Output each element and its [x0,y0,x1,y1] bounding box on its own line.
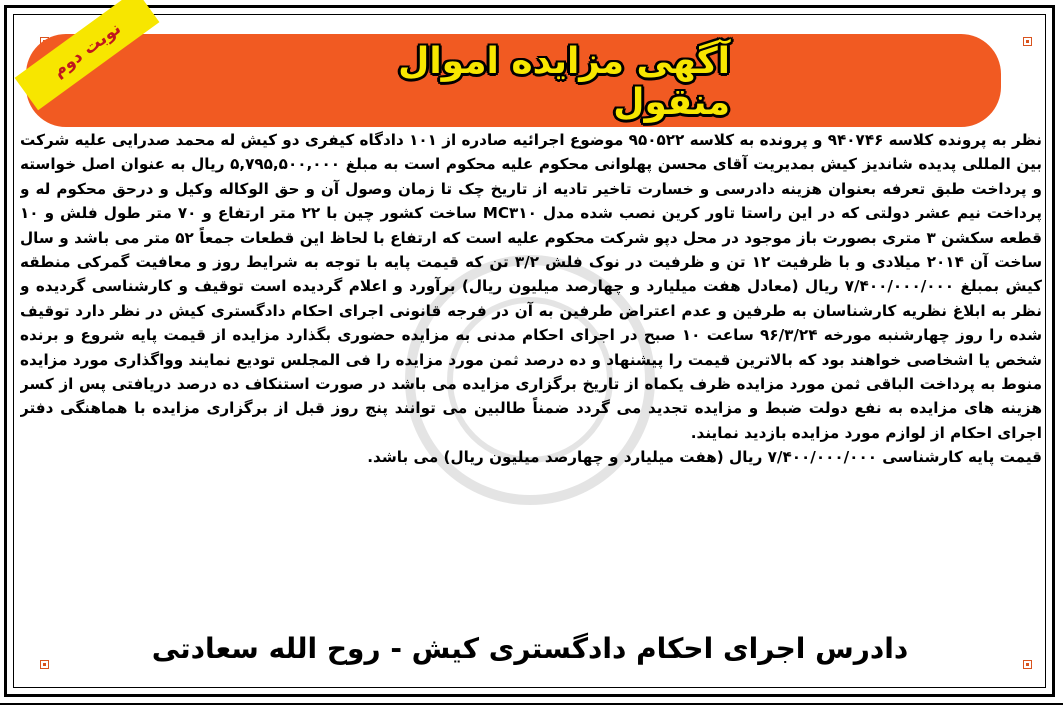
notice-paragraph-main: نظر به پرونده کلاسه ۹۴۰۷۴۶ و پرونده به کلاسه ۹۵۰۵۲۲ موضوع اجرائیه صادره از ۱۰۱ دادگاه کیفری دو کیش له محمد صدرایی علیه شرکت بین المللی پدیده شاندیز کیش بمدیریت آقای محسن پهلوانی محکوم علیه محکوم است به مبلغ ۵,۷۹۵,۵۰۰,۰۰۰ ریال به عنوان اصل خواسته و پرداخت طبق تعرفه بعنوان هزینه دادرسی و خسارت تاخیر تادیه از تاریخ چک تا زمان وصول آن و حق الوکاله وکیل و درحق محکوم له و پرداخت نیم عشر دولتی که در این راستا تاور کرین نصب شده مدل MC۳۱۰ ساخت کشور چین با ۲۲ متر ارتفاع و ۷۰ متر طول فلش و ۱۰ قطعه سکشن ۳ متری بصورت باز موجود در محل دپو شرکت محکوم علیه است که ارتفاع با لحاظ این قطعات جمعاً ۵۲ متر می باشد و سال ساخت آن ۲۰۱۴ میلادی و با ظرفیت ۱۲ تن و ظرفیت در نوک فلش ۳/۲ تن که قیمت پایه با توجه به شرایط روز و معافیت گمرکی منطقه کیش بمبلغ ۷/۴۰۰/۰۰۰/۰۰۰ ریال (معادل هفت میلیارد و چهارصد میلیون ریال) برآورد و اعلام گردیده است توقیف و کارشناسی گردیده و نظر به ابلاغ نظریه کارشناسان به طرفین و عدم اعتراض طرفین به آن در فرجه قانونی اجرای احکام دادگستری کیش در نظر دارد توقیف شده را روز چهارشنبه مورخه ۹۶/۳/۲۴ ساعت ۱۰ صبح در اجرای احکام مدنی به مزایده حضوری بگذارد مزایده از قیمت پایه شروع و برنده شخص یا اشخاصی خواهند بود که بالاترین قیمت را پیشنهاد و ده درصد ثمن مورد مزایده را فی المجلس تودیع نمایند وواگذاری مورد مزایده منوط به پرداخت الباقی ثمن مورد مزایده ظرف یکماه از تاریخ برگزاری مزایده می باشد در صورت استنکاف ده درصد دریافتی پس از کسر هزینه های مزایده به نفع دولت ضبط و مزایده تجدید می گردد ضمناً طالبین می توانند پنج روز قبل از برگزاری مزایده با هماهنگی دفتر اجرای احکام از لوازم مورد مزایده بازدید نمایند. [20,131,1042,442]
page-title: آگهی مزایده اموال منقول [398,41,730,123]
round-badge-label: نوبت دوم [49,18,125,82]
notice-body [20,128,1042,620]
corner-ornament-bottom-right [1023,660,1032,669]
signature-line: دادرس اجرای احکام دادگستری کیش - روح الله سعادتی [151,631,909,665]
notice-paragraph-base-price: قیمت پایه کارشناسی ۷/۴۰۰/۰۰۰/۰۰۰ ریال (هفت میلیارد و چهارصد میلیون ریال) می باشد. [367,448,1042,467]
bottom-divider [0,703,1063,705]
title-container [330,41,730,123]
corner-ornament-top-right [1023,37,1032,46]
